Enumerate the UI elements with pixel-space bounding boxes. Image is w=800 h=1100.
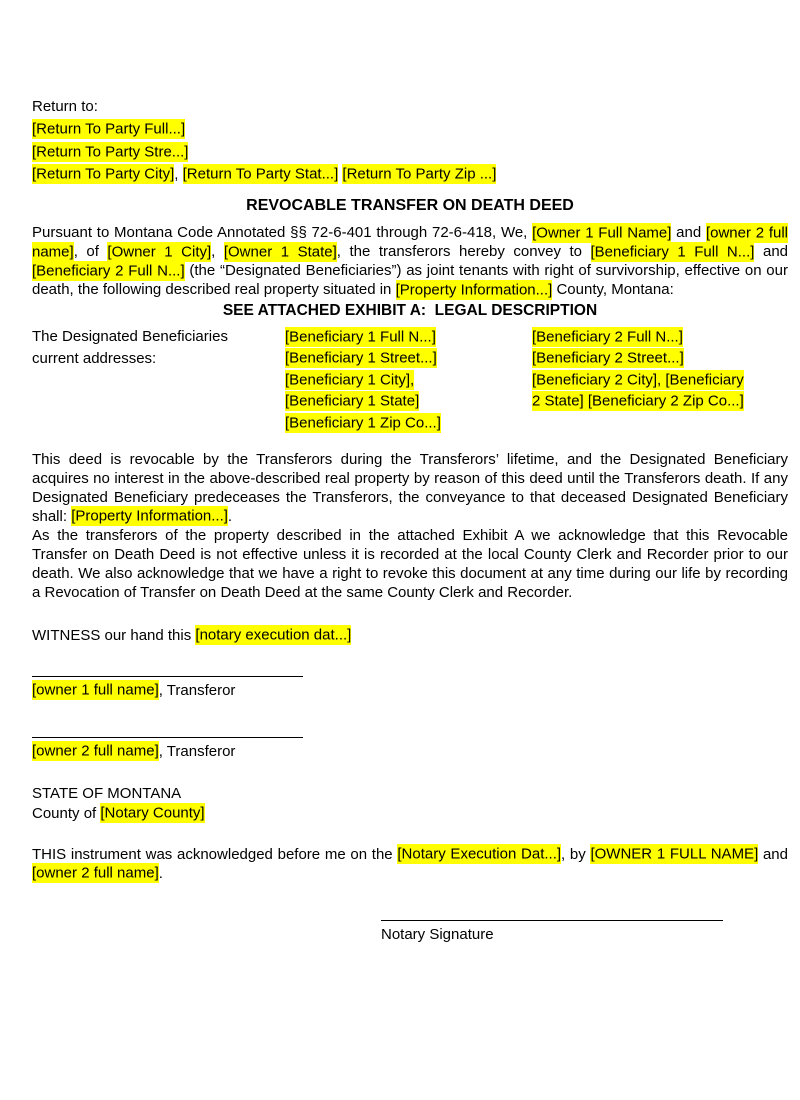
intro-paragraph <box>32 223 788 299</box>
beneficiary2-address-column <box>532 326 788 434</box>
placeholder-field[interactable]: [notary execution dat...] <box>195 626 352 644</box>
revocability-paragraph <box>32 450 788 526</box>
text-run: County, Montana: <box>552 281 674 298</box>
addresses-label-line1: The Designated Beneficiaries <box>32 328 228 345</box>
beneficiary2-state-zip-line <box>532 391 788 413</box>
witness-line <box>32 626 788 645</box>
recording-acknowledgment-paragraph <box>32 526 788 602</box>
placeholder-field[interactable]: [Owner 1 State] <box>223 243 337 260</box>
owner2-signature-line <box>32 737 303 738</box>
placeholder-field[interactable]: 2 State] [Beneficiary 2 Zip Co...] <box>532 392 744 410</box>
placeholder-field[interactable]: [OWNER 1 FULL NAME] <box>590 845 759 863</box>
placeholder-field[interactable]: [Owner 1 City] <box>107 243 212 260</box>
return-to-block <box>32 96 788 186</box>
placeholder-field[interactable]: [owner 2 full name] <box>32 742 159 760</box>
text-run: , Transferor <box>158 742 236 760</box>
text-run: Pursuant to Montana Code Annotated §§ 72-6-401 through 72-6-418, We, <box>32 224 533 241</box>
beneficiary2-city-line <box>532 369 788 391</box>
notary-signature-label: Notary Signature <box>381 925 494 943</box>
owner2-signature-caption <box>32 742 788 761</box>
text-run: As the transferors of the property described in the attached Exhibit A we acknowledge that this Revocable Transfer on Death Deed is not effective unless it is recorded at the local County Clerk and Recorder prior to our death. We also acknowledge that we have a right to revoke this document at any time during our life by recording a Revocation of Transfer on Death Deed at the same County Clerk and Recorder. <box>32 526 788 601</box>
notary-venue-block <box>32 784 788 824</box>
text-run: , the transferors hereby convey to <box>336 243 591 260</box>
placeholder-field[interactable]: [Beneficiary 2 Street...] <box>532 349 684 367</box>
text-run: and <box>758 845 788 863</box>
notary-signature-line <box>381 920 723 921</box>
text-run: . <box>227 507 233 525</box>
text-run: WITNESS our hand this <box>32 626 196 644</box>
text-run: , by <box>561 845 591 863</box>
exhibit-heading: SEE ATTACHED EXHIBIT A: LEGAL DESCRIPTION <box>222 302 598 319</box>
placeholder-field[interactable]: [Return To Party Full...] <box>32 120 186 138</box>
beneficiary-addresses-block <box>32 326 788 434</box>
placeholder-field[interactable]: [Return To Party Zip ...] <box>342 165 497 183</box>
placeholder-field[interactable]: [Beneficiary 1 State] <box>285 392 420 410</box>
placeholder-field[interactable]: [Beneficiary 1 City], <box>285 371 415 388</box>
notary-acknowledgment-paragraph <box>32 845 788 883</box>
text-run: , <box>211 243 224 260</box>
placeholder-field[interactable]: [Beneficiary 1 Full N...] <box>285 328 436 345</box>
text-run: and <box>754 243 788 260</box>
beneficiary2-name-line <box>532 326 788 348</box>
owner1-signature-caption <box>32 681 788 700</box>
beneficiary1-zip-line <box>285 412 532 434</box>
notary-signature-block <box>381 920 788 944</box>
placeholder-field[interactable]: [Beneficiary 1 Full N...] <box>590 243 755 260</box>
placeholder-field[interactable]: [Notary County] <box>100 804 205 822</box>
text-run: This deed is revocable by the Transferors during the Transferors’ lifetime, and the Designated Beneficiary acquires no interest in the above-described real property by reason of this deed until the Transferors death. If any Designated Beneficiary predeceases the Transferors, the conveyance to that deceased Designated Beneficiary shall: <box>32 450 788 525</box>
placeholder-field[interactable]: [Beneficiary 2 Full N...] <box>532 328 683 345</box>
owner2-signature-block <box>32 737 788 761</box>
text-run: and <box>671 224 706 241</box>
addresses-label-line2: current addresses: <box>32 349 157 367</box>
addresses-label <box>32 326 285 434</box>
beneficiary1-street-line <box>285 348 532 370</box>
state-line: STATE OF MONTANA <box>32 784 182 802</box>
placeholder-field[interactable]: [Beneficiary 2 City], [Beneficiary <box>532 371 744 388</box>
beneficiary2-street-line <box>532 348 788 370</box>
placeholder-field[interactable]: [Notary Execution Dat...] <box>397 845 562 863</box>
placeholder-field[interactable]: [Beneficiary 1 Zip Co...] <box>285 414 441 431</box>
return-to-street-line <box>32 141 788 164</box>
return-to-city-state-zip-line <box>32 164 788 187</box>
text-run: . <box>158 864 163 882</box>
text-run: (the “Designated Beneficiaries”) as joint tenants with right of survivorship, effective on our death, the following described real property situated in <box>32 262 788 298</box>
return-to-name-line <box>32 119 788 142</box>
placeholder-field[interactable]: [Property Information...] <box>71 507 228 525</box>
placeholder-field[interactable]: [Return To Party Stre...] <box>32 143 189 160</box>
beneficiary1-address-column <box>285 326 532 434</box>
document-title: REVOCABLE TRANSFER ON DEATH DEED <box>246 197 574 214</box>
beneficiary1-city-line <box>285 369 532 391</box>
county-line <box>32 804 788 824</box>
text-run: County of <box>32 804 101 822</box>
placeholder-field[interactable]: [Property Information...] <box>395 281 553 298</box>
placeholder-field[interactable]: [Beneficiary 1 Street...] <box>285 349 437 367</box>
placeholder-field[interactable]: [owner 1 full name] <box>32 681 159 699</box>
text-run: , Transferor <box>158 681 236 699</box>
text-run: , of <box>73 243 108 260</box>
placeholder-field[interactable]: [owner 2 full name] <box>32 224 789 260</box>
owner1-signature-block <box>32 676 788 700</box>
placeholder-field[interactable]: [Beneficiary 2 Full N...] <box>32 262 185 279</box>
placeholder-field[interactable]: [Return To Party City] <box>32 165 175 183</box>
placeholder-field[interactable]: [owner 2 full name] <box>32 864 159 882</box>
text-run: THIS instrument was acknowledged before me on the <box>32 845 398 863</box>
return-to-label: Return to: <box>32 98 98 115</box>
placeholder-field[interactable]: [Return To Party Stat...] <box>182 165 339 183</box>
text-run: , <box>174 165 183 183</box>
beneficiary1-state-line <box>285 391 532 413</box>
placeholder-field[interactable]: [Owner 1 Full Name] <box>532 224 672 241</box>
owner1-signature-line <box>32 676 303 677</box>
beneficiary1-name-line <box>285 326 532 348</box>
